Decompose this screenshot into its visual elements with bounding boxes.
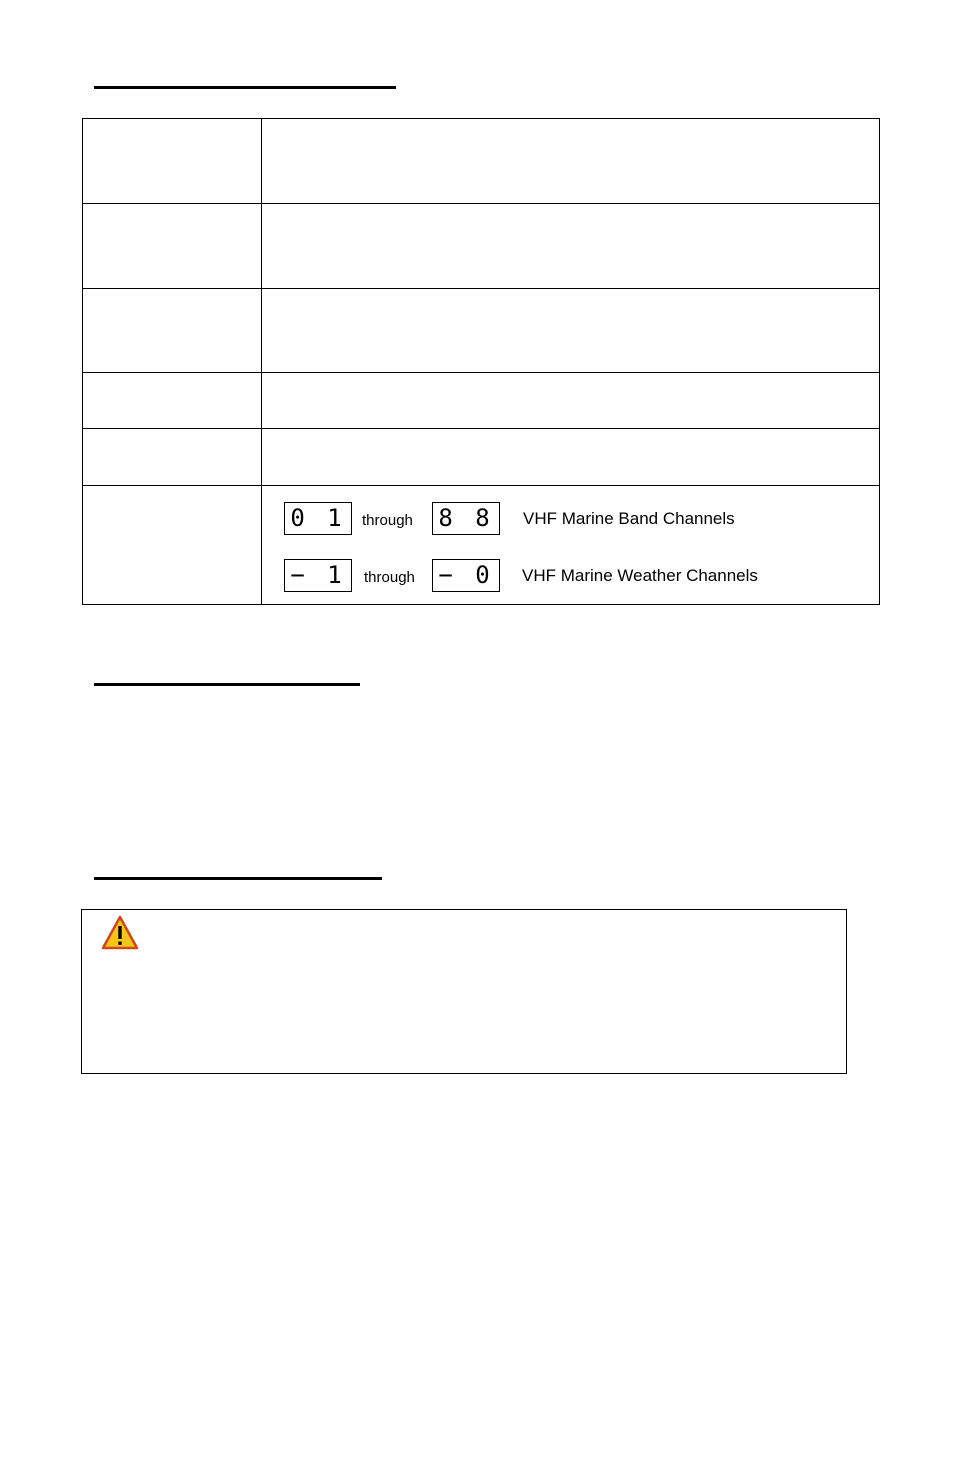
spec-label-cell — [83, 373, 262, 428]
spec-table — [82, 118, 880, 605]
spec-row — [83, 372, 879, 428]
warning-box — [81, 909, 847, 1074]
channels-cell — [262, 486, 879, 604]
channel-start-display: 0 1 — [284, 502, 352, 535]
spec-label-cell — [83, 204, 262, 288]
spec-label-cell — [83, 119, 262, 203]
spec-label-cell — [83, 486, 262, 604]
weather-channel-range — [284, 559, 758, 592]
channel-start-display: − 1 — [284, 559, 352, 592]
section-1-heading-rule — [94, 86, 396, 89]
channel-range-description: VHF Marine Band Channels — [523, 508, 735, 528]
spec-label-cell — [83, 289, 262, 372]
section-3-heading-rule — [94, 877, 382, 880]
section-2-heading-rule — [94, 683, 360, 686]
spec-row — [83, 288, 879, 372]
spec-value-cell — [262, 119, 879, 203]
marine-band-channel-range — [284, 502, 735, 535]
spec-value-cell — [262, 373, 879, 428]
spec-row-channels — [83, 485, 879, 604]
spec-row — [83, 203, 879, 288]
spec-row — [83, 119, 879, 203]
warning-triangle-icon — [100, 914, 140, 952]
spec-value-cell — [262, 289, 879, 372]
spec-value-cell — [262, 204, 879, 288]
channel-end-display: − 0 — [432, 559, 500, 592]
through-label: through — [362, 512, 413, 529]
spec-value-cell — [262, 429, 879, 485]
spec-row — [83, 428, 879, 485]
through-label: through — [364, 569, 415, 586]
channel-end-display: 8 8 — [432, 502, 500, 535]
spec-label-cell — [83, 429, 262, 485]
channel-range-description: VHF Marine Weather Channels — [522, 565, 758, 585]
